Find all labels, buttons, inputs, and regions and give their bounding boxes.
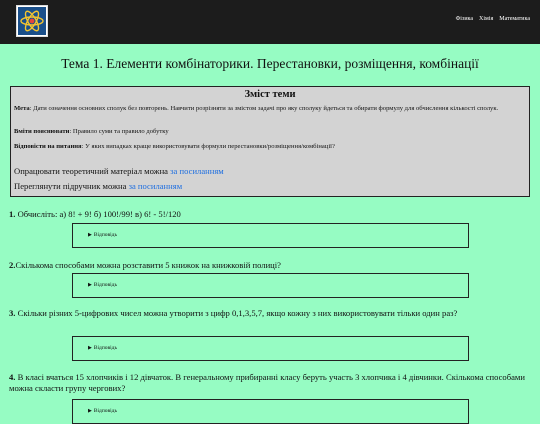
- answer-label: Відповідь: [93, 282, 117, 288]
- question-1: [9, 209, 525, 220]
- answer-toggle-3[interactable]: [72, 336, 469, 361]
- navbar: [0, 0, 540, 44]
- question-text: Скільки різних 5-цифрових чисел можна утворити з цифр 0,1,3,5,7, якщо кожну з них використовувати тільки один раз?: [15, 308, 458, 318]
- question-2: [9, 260, 525, 271]
- question-number: 1.: [9, 209, 16, 219]
- answer-label: Відповідь: [93, 408, 117, 414]
- theory-line: [14, 166, 224, 176]
- topic-box: [10, 86, 530, 197]
- skills-text: : Правило суми та правило добутку: [69, 128, 169, 135]
- answer-label: Відповідь: [93, 232, 117, 238]
- answer-label: Відповідь: [93, 345, 117, 351]
- topic-heading: Зміст теми: [244, 89, 296, 100]
- triangle-right-icon: ▶: [88, 233, 92, 238]
- triangle-right-icon: ▶: [88, 409, 92, 414]
- topic-goal: [14, 104, 525, 113]
- question-4: [9, 372, 525, 394]
- answer-toggle-2[interactable]: [72, 273, 469, 298]
- answer-toggle-1[interactable]: [72, 223, 469, 248]
- nav-link-physics[interactable]: Фізика: [455, 16, 474, 22]
- atom-icon[interactable]: [16, 5, 48, 37]
- nav-link-chemistry[interactable]: Хімія: [479, 16, 494, 22]
- answer-label: Відповісти на питання: [14, 143, 82, 150]
- topic-skills: [14, 127, 525, 136]
- textbook-text: Переглянути підручник можна: [14, 181, 129, 191]
- goal-text: : Дати означення основних сполук без повторень. Навчити розрізняти за змістом задачі про яку сполуку йдеться та обирати формулу для обчислення кількості сполук.: [29, 105, 499, 112]
- question-number: 2.: [9, 260, 16, 270]
- question-text: Скількома способами можна розставити 5 книжок на книжковій полиці?: [15, 260, 281, 270]
- theory-link[interactable]: за посиланням: [170, 166, 224, 176]
- goal-label: Мета: [14, 105, 30, 112]
- theory-text: Опрацювати теоретичний матеріал можна: [14, 166, 171, 176]
- question-text: В класі вчаться 15 хлопчиків і 12 дівчаток. В генеральному прибиранні класу беруть участь 3 хлопчика і 4 дівчинки. Скількома способами можна скласти групу чергових?: [9, 372, 525, 393]
- textbook-line: [14, 181, 182, 191]
- answer-text: : У яких випадках краще використовувати формули перестановки/розміщення/комбінації?: [81, 143, 335, 150]
- topic-answer-question: [14, 142, 525, 151]
- nav-links: [456, 16, 530, 22]
- nav-link-math[interactable]: Математика: [499, 16, 530, 22]
- question-number: 4.: [9, 372, 16, 382]
- skills-label: Вміти пояснювати: [14, 128, 70, 135]
- triangle-right-icon: ▶: [88, 346, 92, 351]
- page-title: Тема 1. Елементи комбінаторики. Перестановки, розміщення, комбінації: [61, 56, 479, 71]
- textbook-link[interactable]: за посиланням: [128, 181, 183, 191]
- question-text: Обчисліть: а) 8! + 9! б) 100!/99! в) 6! - 5!/120: [15, 209, 181, 219]
- question-3: [9, 308, 525, 319]
- question-number: 3.: [9, 308, 16, 318]
- triangle-right-icon: ▶: [88, 283, 92, 288]
- answer-toggle-4[interactable]: [72, 399, 469, 424]
